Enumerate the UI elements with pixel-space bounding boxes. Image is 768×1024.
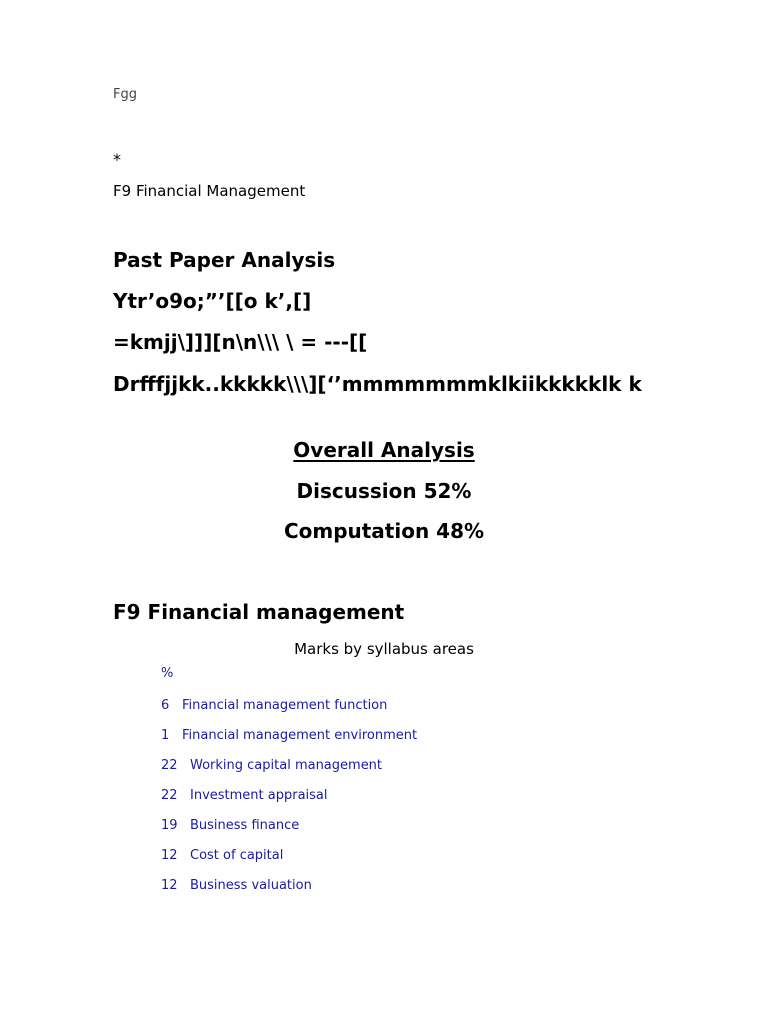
overall-analysis-heading <box>0 438 768 462</box>
percent-column-header: % <box>161 666 174 681</box>
area-label: Working capital management <box>190 758 383 773</box>
list-item <box>161 816 417 846</box>
garbled-line-1: Ytr’o9o;”’[[o k’,[] <box>113 289 312 313</box>
list-item <box>161 846 417 876</box>
area-label: Business valuation <box>190 878 312 893</box>
area-label: Financial management environment <box>182 728 418 743</box>
discussion-percentage: Discussion 52% <box>296 479 472 503</box>
area-percentage: 12 <box>161 848 178 863</box>
list-item <box>161 756 417 786</box>
garbled-line-3: Drfffjjkk..kkkkk\\\][‘’mmmmmmmklkiikkkkklk k <box>113 372 642 396</box>
asterisk: * <box>113 150 121 169</box>
area-percentage: 19 <box>161 818 178 833</box>
area-percentage: 12 <box>161 878 178 893</box>
area-label: Financial management function <box>182 698 388 713</box>
garbled-line-2: =kmjj\]]][n\n\\\ \ = ---[[ <box>113 330 368 354</box>
area-label: Cost of capital <box>190 848 284 863</box>
course-title: F9 Financial Management <box>113 182 306 200</box>
syllabus-areas-list <box>161 696 417 906</box>
area-percentage: 6 <box>161 698 170 713</box>
list-item <box>161 696 417 726</box>
area-percentage: 22 <box>161 758 178 773</box>
area-label: Investment appraisal <box>190 788 328 803</box>
computation-percentage: Computation 48% <box>283 519 485 543</box>
list-item <box>161 786 417 816</box>
top-text: Fgg <box>113 87 137 102</box>
list-item <box>161 726 417 756</box>
list-item <box>161 876 417 906</box>
section-heading: F9 Financial management <box>113 600 405 624</box>
past-paper-heading: Past Paper Analysis <box>113 248 336 272</box>
area-percentage: 1 <box>161 728 170 743</box>
marks-by-syllabus-heading: Marks by syllabus areas <box>294 640 474 658</box>
area-label: Business finance <box>190 818 300 833</box>
area-percentage: 22 <box>161 788 178 803</box>
overall-analysis-title: Overall Analysis <box>293 438 475 462</box>
